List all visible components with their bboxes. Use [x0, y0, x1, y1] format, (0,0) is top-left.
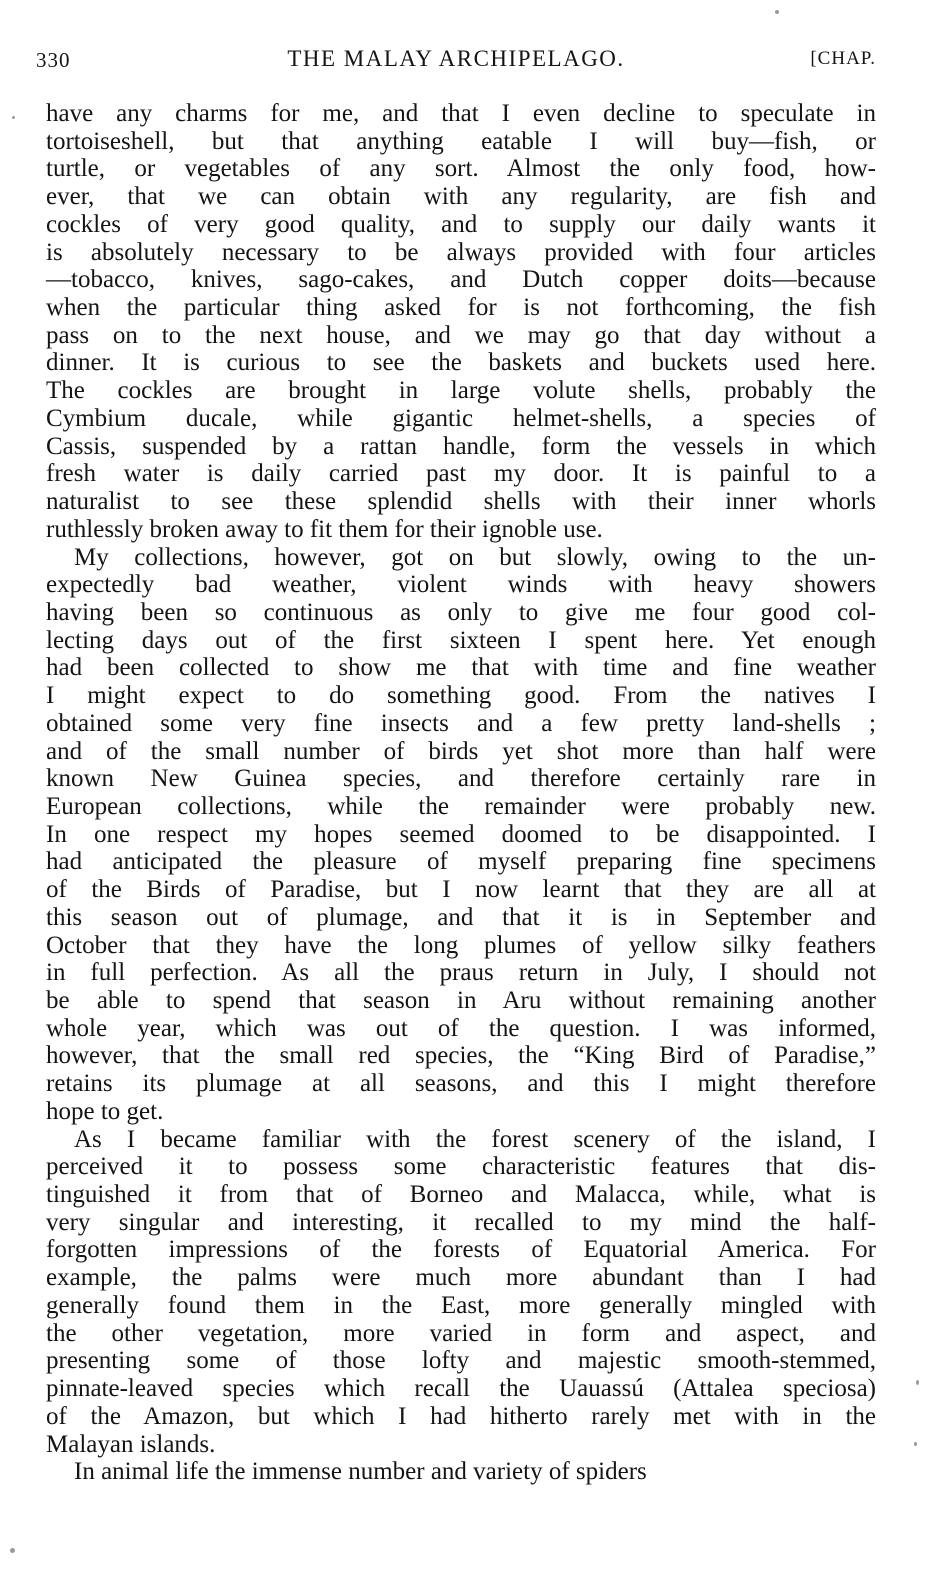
- text-line: I might expect to do something good. From the natives I: [46, 682, 876, 710]
- text-line: be able to spend that season in Aru without remaining another: [46, 987, 876, 1014]
- text-line: perceived it to possess some characteristic features that dis-: [46, 1153, 876, 1181]
- text-line: In one respect my hopes seemed doomed to be disappointed. I: [46, 820, 876, 848]
- text-line: —tobacco, knives, sago-cakes, and Dutch copper doits—because: [46, 266, 876, 294]
- text-line: expectedly bad weather, violent winds with heavy showers: [46, 571, 876, 599]
- text-line: pinnate-leaved species which recall the Uauassú (Attalea speciosa): [46, 1375, 876, 1403]
- text-line: have any charms for me, and that I even decline to speculate in: [46, 100, 876, 127]
- text-line: European collections, while the remainder were probably new.: [46, 792, 876, 820]
- chapter-label: [CHAP.: [810, 48, 876, 69]
- text-line: presenting some of those lofty and majestic smooth-stemmed,: [46, 1347, 876, 1375]
- text-line: this season out of plumage, and that it is in September and: [46, 903, 876, 931]
- text-line: Cassis, suspended by a rattan handle, form the vessels in which: [46, 432, 876, 460]
- text-line: is absolutely necessary to be always provided with four articles: [46, 238, 876, 266]
- text-line: very singular and interesting, it recalled to my mind the half-: [46, 1208, 876, 1236]
- text-line: hope to get.: [46, 1097, 164, 1125]
- scan-speck: [916, 1380, 919, 1385]
- scan-speck: [914, 1442, 917, 1446]
- text-line: dinner. It is curious to see the baskets and buckets used here.: [46, 349, 876, 377]
- text-line: pass on to the next house, and we may go that day without a: [46, 321, 876, 349]
- text-line: obtained some very fine insects and a few pretty land-shells ;: [46, 709, 876, 737]
- text-line: My collections, however, got on but slowly, owing to the un-: [74, 543, 876, 571]
- page-number: 330: [36, 48, 71, 72]
- scan-speck: [10, 1548, 15, 1553]
- text-line: fresh water is daily carried past my door. It is painful to a: [46, 460, 876, 488]
- page-header: [36, 42, 876, 76]
- text-line: the other vegetation, more varied in form and aspect, and: [46, 1319, 876, 1347]
- text-line: had anticipated the pleasure of myself preparing fine specimens: [46, 848, 876, 876]
- text-line: lecting days out of the first sixteen I spent here. Yet enough: [46, 626, 876, 654]
- text-line: As I became familiar with the forest scenery of the island, I: [74, 1125, 876, 1153]
- text-line: had been collected to show me that with time and fine weather: [46, 654, 876, 682]
- text-line: tinguished it from that of Borneo and Malacca, while, what is: [46, 1181, 876, 1209]
- text-line: naturalist to see these splendid shells with their inner whorls: [46, 488, 876, 516]
- text-line: ever, that we can obtain with any regularity, are fish and: [46, 183, 876, 211]
- text-line: in full perfection. As all the praus return in July, I should not: [46, 959, 876, 987]
- text-line: example, the palms were much more abundant than I had: [46, 1264, 876, 1292]
- text-line: known New Guinea species, and therefore certainly rare in: [46, 765, 876, 793]
- text-line: generally found them in the East, more generally mingled with: [46, 1291, 876, 1319]
- scan-speck: [12, 116, 15, 119]
- body-text: [46, 100, 876, 1486]
- text-line: Malayan islands.: [46, 1430, 216, 1458]
- scan-speck: [775, 10, 779, 14]
- text-line: October that they have the long plumes of yellow silky feathers: [46, 931, 876, 959]
- text-line: retains its plumage at all seasons, and this I might therefore: [46, 1070, 876, 1098]
- text-line: whole year, which was out of the question. I was informed,: [46, 1014, 876, 1042]
- running-title: THE MALAY ARCHIPELAGO.: [287, 46, 625, 71]
- text-line: cockles of very good quality, and to supply our daily wants it: [46, 210, 876, 238]
- text-line: of the Birds of Paradise, but I now learnt that they are all at: [46, 876, 876, 904]
- text-line: having been so continuous as only to give me four good col-: [46, 598, 876, 626]
- text-line: In animal life the immense number and variety of spiders: [74, 1458, 647, 1486]
- text-line: when the particular thing asked for is not forthcoming, the fish: [46, 294, 876, 322]
- text-line: ruthlessly broken away to fit them for their ignoble use.: [46, 515, 603, 543]
- text-line: The cockles are brought in large volute shells, probably the: [46, 377, 876, 405]
- text-line: of the Amazon, but which I had hitherto rarely met with in the: [46, 1402, 876, 1430]
- text-line: and of the small number of birds yet shot more than half were: [46, 737, 876, 765]
- text-line: Cymbium ducale, while gigantic helmet-shells, a species of: [46, 404, 876, 432]
- text-line: tortoiseshell, but that anything eatable I will buy—fish, or: [46, 127, 876, 155]
- text-line: however, that the small red species, the “King Bird of Paradise,”: [46, 1042, 876, 1070]
- text-line: turtle, or vegetables of any sort. Almost the only food, how-: [46, 155, 876, 183]
- text-line: forgotten impressions of the forests of Equatorial America. For: [46, 1236, 876, 1264]
